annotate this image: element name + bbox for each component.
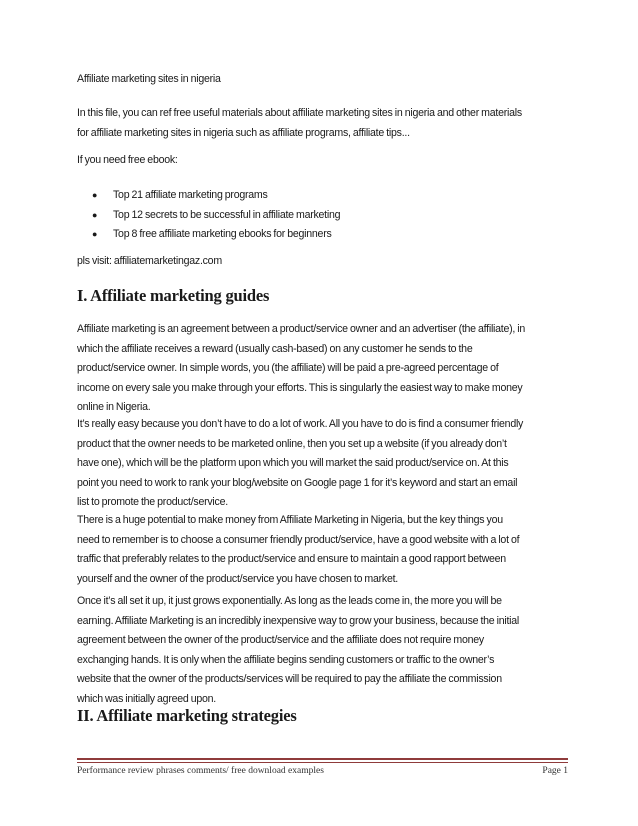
text-line: have one), which will be the platform upon which you will market the said product/service on. At this xyxy=(77,457,509,469)
list-item-text: Top 21 affiliate marketing programs xyxy=(113,189,268,201)
bullet-icon: ● xyxy=(92,190,98,200)
list-item xyxy=(92,186,340,206)
paragraph xyxy=(77,320,567,418)
bullet-icon: ● xyxy=(92,229,98,239)
text-line: In this file, you can ref free useful materials about affiliate marketing sites in nigeria and other materials xyxy=(77,107,522,119)
page-footer xyxy=(77,766,568,776)
text-line: for affiliate marketing sites in nigeria such as affiliate programs, affiliate tips... xyxy=(77,126,410,139)
ebook-list xyxy=(92,186,340,245)
text-line: agreement between the owner of the product/service and the affiliate does not require money xyxy=(77,634,484,646)
list-item-text: Top 12 secrets to be successful in affiliate marketing xyxy=(113,208,341,221)
document-title-line: Affiliate marketing sites in nigeria xyxy=(77,73,221,85)
ebook-prompt: If you need free ebook: xyxy=(77,154,178,166)
page-number: Page 1 xyxy=(542,766,568,776)
text-line: earning. Affiliate Marketing is an incredibly inexpensive way to grow your business, because the initial xyxy=(77,614,520,627)
visit-line: pls visit: affiliatemarketingaz.com xyxy=(77,255,222,267)
text-line: which was initially agreed upon. xyxy=(77,692,216,705)
text-line: website that the owner of the products/services will be required to pay the affiliate the commission xyxy=(77,673,502,685)
text-line: traffic that preferably relates to the product/service and ensure to maintain a good rapport between xyxy=(77,553,506,565)
text-line: which the affiliate receives a reward (usually cash-based) on any customer he sends to the xyxy=(77,342,473,355)
text-line: product/service owner. In simple words, you (the affiliate) will be paid a pre-agreed percentage of xyxy=(77,362,499,374)
list-item-text: Top 8 free affiliate marketing ebooks for beginners xyxy=(113,228,332,240)
list-item xyxy=(92,225,340,245)
text-line: exchanging hands. It is only when the affiliate begins sending customers or traffic to the owner’s xyxy=(77,653,495,666)
intro-paragraph xyxy=(77,104,567,143)
text-line: list to promote the product/service. xyxy=(77,496,228,508)
paragraph xyxy=(77,415,567,513)
footer-divider xyxy=(77,758,568,760)
section-heading: II. Affiliate marketing strategies xyxy=(77,706,297,725)
text-line: product that the owner needs to be marketed online, then you set up a website (if you already don’t xyxy=(77,437,507,450)
bullet-icon: ● xyxy=(92,209,98,220)
text-line: It’s really easy because you don’t have to do a lot of work. All you have to do is find a consumer friendly xyxy=(77,418,524,430)
paragraph xyxy=(77,511,567,589)
text-line: online in Nigeria. xyxy=(77,401,151,413)
list-item xyxy=(92,206,340,226)
paragraph xyxy=(77,592,567,709)
section-heading: I. Affiliate marketing guides xyxy=(77,286,270,305)
text-line: Affiliate marketing is an agreement between a product/service owner and an advertiser (the affiliate), in xyxy=(77,323,526,335)
text-line: point you need to work to rank your blog/website on Google page 1 for it’s keyword and start an email xyxy=(77,476,518,489)
text-line: yourself and the owner of the product/service you have chosen to market. xyxy=(77,572,398,585)
text-line: Once it’s all set it up, it just grows exponentially. As long as the leads come in, the more you will be xyxy=(77,595,502,607)
footer-text: Performance review phrases comments/ free download examples xyxy=(77,766,324,776)
text-line: need to remember is to choose a consumer friendly product/service, have a good website with a lot of xyxy=(77,533,520,546)
footer-divider xyxy=(77,762,568,763)
text-line: There is a huge potential to make money from Affiliate Marketing in Nigeria, but the key things you xyxy=(77,514,503,526)
text-line: income on every sale you make through your efforts. This is singularly the easiest way to make money xyxy=(77,381,523,394)
